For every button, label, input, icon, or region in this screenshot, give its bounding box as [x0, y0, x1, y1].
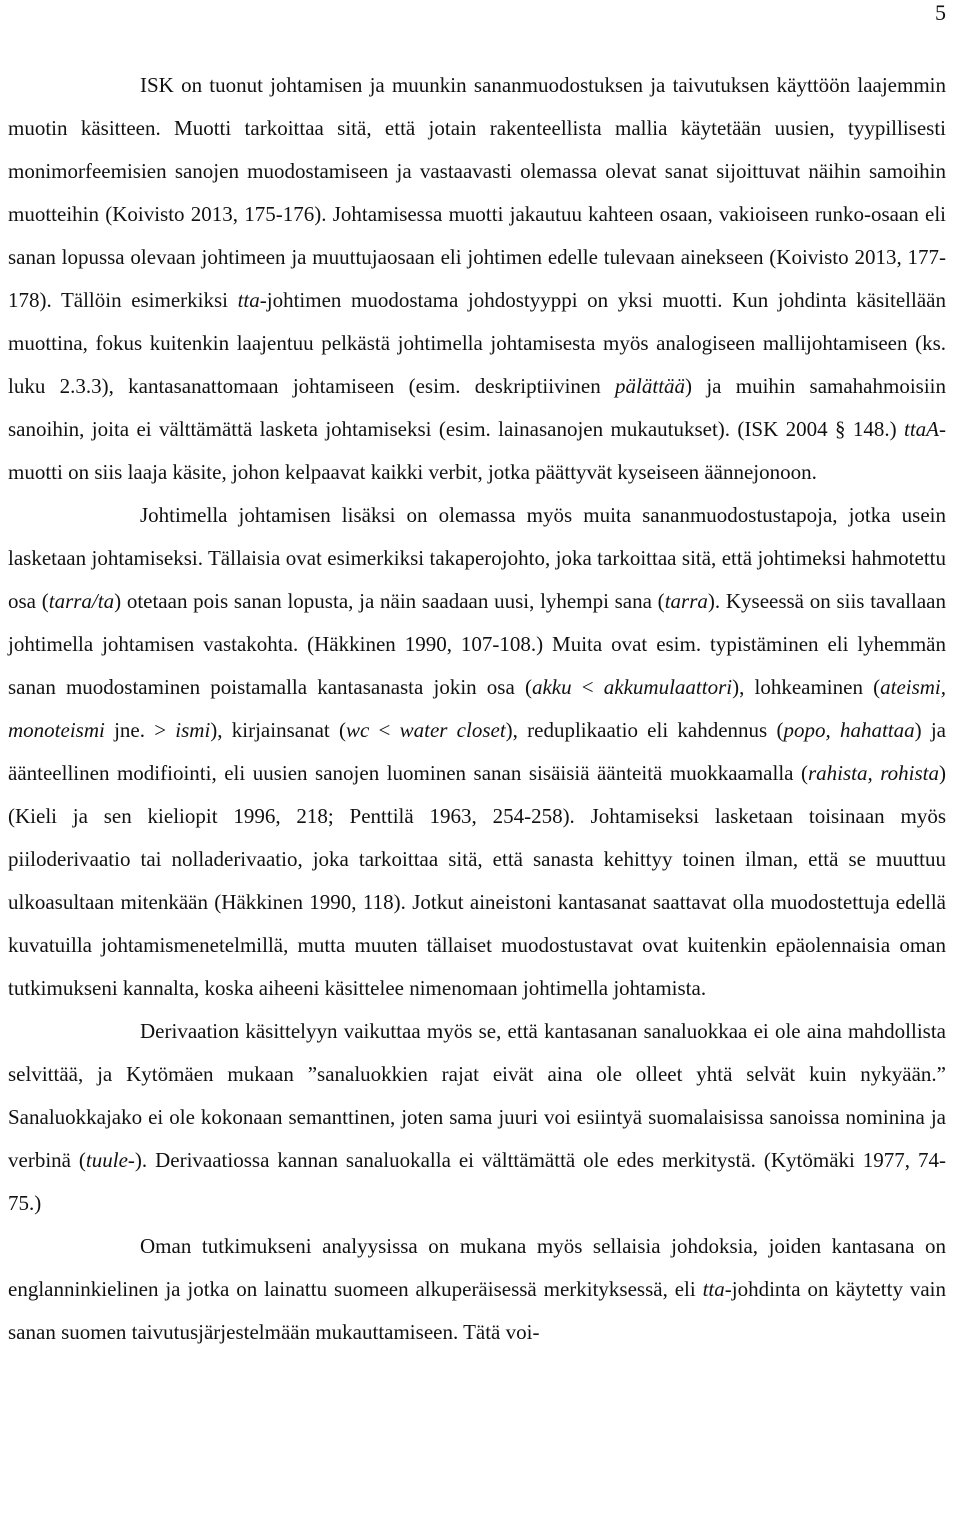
body-text: [8, 64, 946, 1354]
text-run: ), reduplikaatio eli kahdennus (: [505, 718, 784, 742]
text-run: <: [369, 718, 400, 742]
text-run: ISK on tuonut johtamisen ja muunkin sananmuodostuksen ja taivutuksen käyttöön laajemmin muotin käsitteen. Muotti tarkoittaa sitä, että jotain rakenteellista mallia käytetään uusien, tyypillisesti monimorfeemisien sanojen muodostamiseen ja vastaavasti olemassa olevat sanat sijoittuvat näihin samoihin muotteihin (Koivisto 2013, 175-176). Johtamisessa muotti jakautuu kahteen osaan, vakioiseen runko-osaan eli sanan lopussa olevaan johtimeen ja muuttujaosaan eli johtimen edelle tulevaan ainekseen (Koivisto 2013, 177-178). Tällöin esimerkiksi: [8, 73, 946, 312]
text-run: ) otetaan pois sanan lopusta, ja näin saadaan uusi, lyhempi sana (: [114, 589, 665, 613]
text-run: ), kirjainsanat (: [210, 718, 346, 742]
italic-term: tuule-: [85, 1148, 135, 1172]
italic-term: tta: [702, 1277, 725, 1301]
text-run: ) (Kieli ja sen kieliopit 1996, 218; Penttilä 1963, 254-258). Johtamiseksi lasketaan toisinaan myös piiloderivaatio tai nolladerivaatio, joka tarkoittaa sitä, että sanasta kehittyy toinen ilman, että se muuttuu ulkoasultaan mitenkään (Häkkinen 1990, 118). Jotkut aineistoni kantasanat saattavat olla muodostettuja edellä kuvatuilla johtamismenetelmillä, mutta muuten tällaiset muodostustavat ovat kuitenkin epäolennaisia oman tutkimukseni kannalta, koska aiheeni käsittelee nimenomaan johtimella johtamista.: [8, 761, 947, 1000]
italic-term: pälättää: [615, 374, 686, 398]
text-run: jne. >: [104, 718, 176, 742]
text-run: Derivaation käsittelyyn vaikuttaa myös se, että kantasanan sanaluokkaa ei ole aina mahdollista selvittää, ja Kytömäen mukaan ”sanaluokkien rajat eivät aina ole olleet yhtä selvät kuin nykyään.” Sanaluokkajako ei ole kokonaan semanttinen, joten sama juuri voi esiintyä suomalaisissa sanoissa nominina ja verbinä (: [8, 1019, 946, 1172]
paragraph: [8, 64, 946, 494]
italic-term: tarra: [664, 589, 708, 613]
italic-term: tta: [237, 288, 260, 312]
paragraph: [8, 1225, 946, 1354]
text-run: Johtimella johtamisen lisäksi on olemassa myös muita sananmuodostustapoja, jotka usein lasketaan johtamiseksi. Tällaisia ovat esimerkiksi takaperojohto, joka tarkoittaa sitä, että johtimeksi hahmotettu osa (: [8, 503, 946, 613]
text-run: ) ja äänteellinen modifiointi, eli uusien sanojen luominen sanan sisäisiä äänteitä muokkaamalla (: [8, 718, 946, 785]
italic-term: akku: [531, 675, 572, 699]
italic-term: water closet: [399, 718, 506, 742]
paragraph: [8, 1010, 946, 1225]
text-run: ). Derivaatiossa kannan sanaluokalla ei välttämättä ole edes merkitystä. (Kytömäki 1977, 74-75.): [8, 1148, 947, 1215]
italic-term: ismi: [175, 718, 211, 742]
italic-term: popo, hahattaa: [783, 718, 915, 742]
paragraph: [8, 494, 946, 1010]
italic-term: ttaA: [904, 417, 939, 441]
italic-term: akkumulaattori: [603, 675, 733, 699]
text-run: -johtimen muodostama johdostyyppi on yksi muotti. Kun johdinta käsitellään muottina, fokus kuitenkin laajentuu pelkästä johtimella johtamisesta myös analogiseen mallijohtamiseen (ks. luku 2.3.3), kantasanattomaan johtamiseen (esim. deskriptiivinen: [8, 288, 946, 398]
text-run: -johdinta on käytetty vain sanan suomen taivutusjärjestelmään mukauttamiseen. Tätä voi-: [8, 1277, 947, 1344]
page-number: 5: [935, 0, 946, 25]
italic-term: ateismi, monoteismi: [8, 675, 947, 742]
italic-term: rahista, rohista: [808, 761, 940, 785]
text-run: ) ja muihin samahahmoisiin sanoihin, joita ei välttämättä lasketa johtamiseksi (esim. lainasanojen mukautukset). (ISK 2004 § 148.): [8, 374, 947, 441]
text-run: <: [571, 675, 604, 699]
text-run: Oman tutkimukseni analyysissa on mukana myös sellaisia johdoksia, joiden kantasana on englanninkielinen ja jotka on lainattu suomeen alkuperäisessä merkityksessä, eli: [8, 1234, 946, 1301]
italic-term: wc: [345, 718, 370, 742]
text-run: ). Kyseessä on siis tavallaan johtimella johtamisen vastakohta. (Häkkinen 1990, 107-108.) Muita ovat esim. typistäminen eli lyhemmän sanan muodostaminen poistamalla kantasanasta jokin osa (: [8, 589, 946, 699]
text-run: ), lohkeaminen (: [732, 675, 881, 699]
italic-term: tarra/ta: [48, 589, 115, 613]
text-run: -muotti on siis laaja käsite, johon kelpaavat kaikki verbit, jotka päättyvät kyseiseen äännejonoon.: [8, 417, 946, 484]
